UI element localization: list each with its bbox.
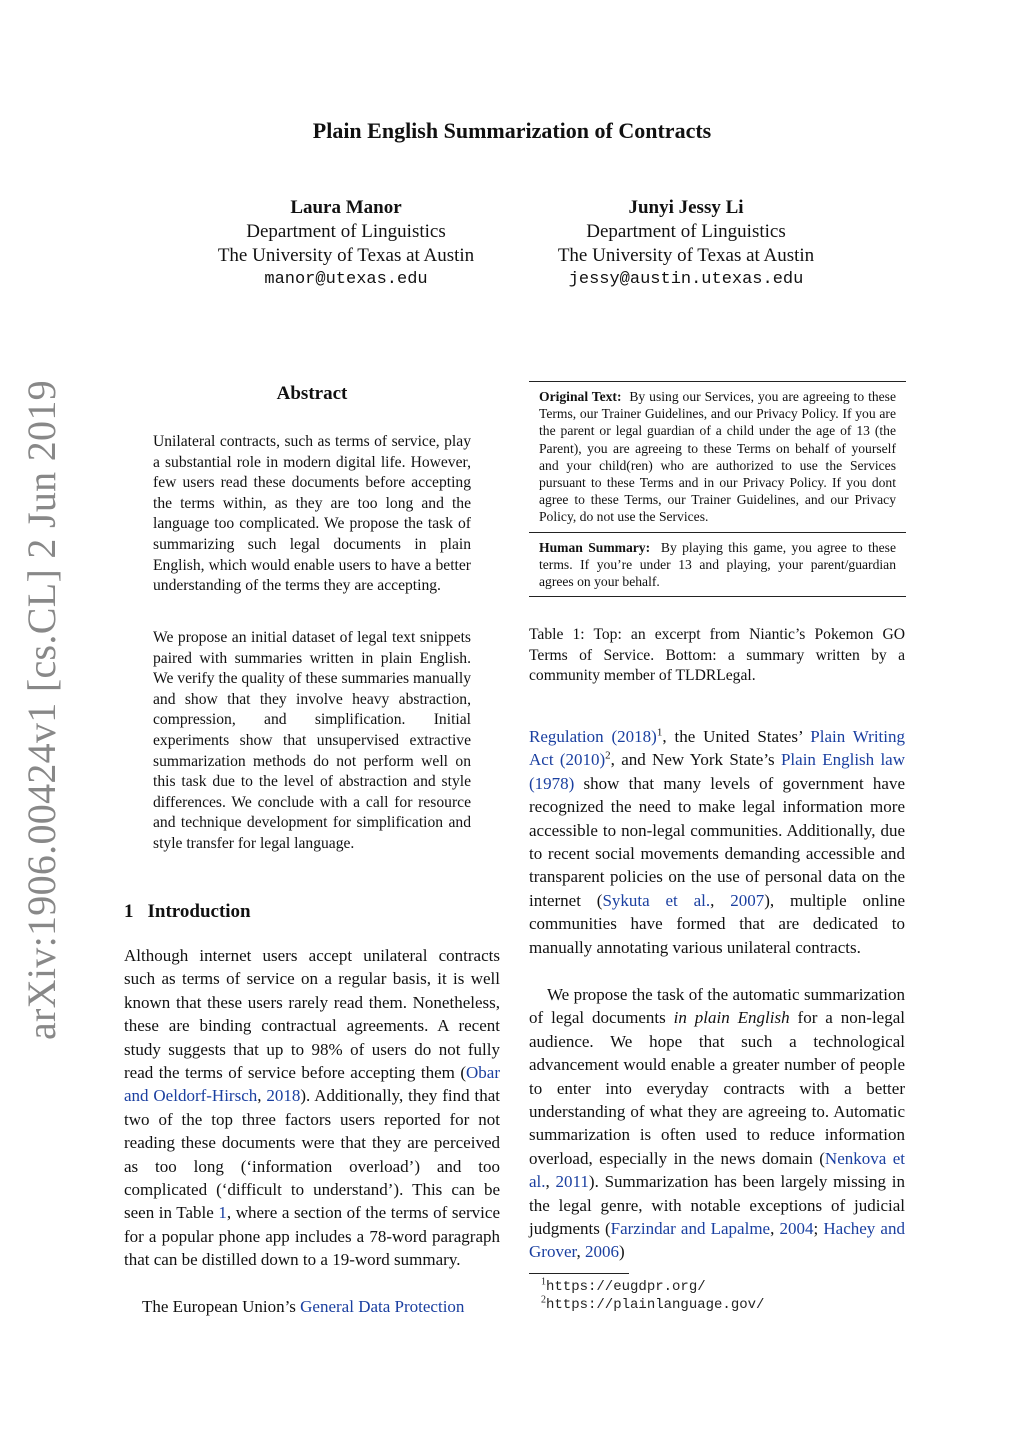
footnote-rule <box>529 1273 629 1274</box>
section-number: 1 <box>124 901 134 922</box>
footnote-url-link[interactable]: https://plainlanguage.gov/ <box>546 1297 765 1313</box>
table-human-summary-cell <box>529 533 906 597</box>
paper-title: Plain English Summarization of Contracts <box>312 118 712 143</box>
emphasis-text: in plain English <box>673 1008 790 1028</box>
author-univ: The University of Texas at Austin <box>557 245 815 266</box>
citation-link[interactable]: Obar and Oeldorf-Hirsch <box>124 1063 500 1106</box>
citation-year-link[interactable]: 2011 <box>555 1172 589 1192</box>
original-text-label: Original Text: <box>539 389 622 404</box>
table-bottom-rule <box>529 596 906 597</box>
author-email: jessy@austin.utexas.edu <box>568 270 804 289</box>
footnote-mark[interactable]: 1 <box>656 726 663 739</box>
citation-link[interactable]: Hachey and Grover <box>529 1219 905 1262</box>
citation-year-link[interactable]: (1978) <box>529 773 575 793</box>
citation-year-link[interactable]: (2018) <box>611 727 657 746</box>
table-original-text-cell <box>529 382 906 532</box>
abstract-heading: Abstract <box>276 383 348 404</box>
table-ref-link[interactable]: 1 <box>218 1203 227 1223</box>
citation-link[interactable]: Plain English law <box>780 750 905 770</box>
table-1-caption: Table 1: Top: an excerpt from Niantic’s Pokemon GO Terms of Service. Bottom: a summary written by a community member of TLDRLegal. <box>529 626 905 685</box>
author-dept: Department of Linguistics <box>586 221 786 242</box>
citation-year-link[interactable]: 2004 <box>779 1219 814 1239</box>
section-heading-introduction <box>124 901 251 923</box>
abstract-paragraph-1: Unilateral contracts, such as terms of service, play a substantial role in modern digital life. However, few users read these documents before accepting the terms within, as they are too long and the language too complicated. We propose the task of summarizing such legal documents in plain English, which would enable users to have a better understanding of the terms they are accepting. <box>153 433 471 595</box>
author-block-1 <box>186 196 506 292</box>
citation-link[interactable]: Sykuta et al. <box>602 890 711 910</box>
author-block-2 <box>526 196 846 292</box>
author-dept: Department of Linguistics <box>246 221 446 242</box>
intro-paragraph-1: Although internet users accept unilateral contracts such as terms of service on a regular basis, it is well known that these users rarely read them. Nonetheless, these are binding contractual agreements. A recent study suggests that up to 98% of users do not fully read the terms of service before accepting them (Obar and Oeldorf-Hirsch, 2018). Additionally, they find that two of the top three factors users reported for not reading these documents were that they are perceived as too long (‘information overload’) and too complicated (‘difficult to understand’). This can be seen in Table 1, where a section of the terms of service for a popular phone app includes a 78-word paragraph that can be distilled down to a 19-word summary. <box>124 946 501 1270</box>
citation-link[interactable]: Regulation <box>529 727 604 746</box>
footnote-2: $^2$https://plainlanguage.gov/ <box>541 1294 765 1313</box>
intro-paragraph-2-start: The European Union’s General Data Protection <box>142 1297 465 1316</box>
citation-year-link[interactable]: 2007 <box>730 890 765 910</box>
citation-link[interactable]: Nenkova et al. <box>529 1148 905 1192</box>
citation-year-link[interactable]: 2006 <box>584 1242 619 1262</box>
citation-link[interactable]: Farzindar and Lapalme <box>610 1219 771 1239</box>
footnote-1: $^1$https://eugdpr.org/ <box>541 1276 706 1295</box>
abstract-paragraph-2: We propose an initial dataset of legal text snippets paired with summaries written in plain English. We verify the quality of these summaries manually and show that they involve heavy abstraction, compression, and simplification. Initial experiments show that unsupervised extractive summarization methods do not perform well on this task due to the level of abstraction and style differences. We conclude with a call for resource and technique development for simplification and style transfer for legal language. <box>153 629 471 852</box>
citation-year-link[interactable]: (2010) <box>559 750 606 770</box>
author-email: manor@utexas.edu <box>264 270 428 289</box>
right-column-paragraph-1: Regulation $(2018)^1$, the United States’ Plain Writing Act $(2010)^2$, and New York State’s Plain English law (1978) show that many levels of government have recognized the need to make legal information more accessible to non-legal communities. Additionally, due to recent social movements demanding accessible and transparent policies on the use of personal data on the internet (Sykuta et al., 2007), multiple online communities have formed that are dedicated to manually annotating various unilateral contracts. <box>529 726 906 957</box>
footnote-mark[interactable]: 2 <box>605 749 611 762</box>
human-summary-label: Human Summary: <box>539 539 651 555</box>
arxiv-sidebar-id: arXiv:1906.00424v1 [cs.CL] 2 Jun 2019 <box>19 380 64 1040</box>
section-title: Introduction <box>147 901 251 922</box>
table-1 <box>529 381 906 597</box>
author-name: Laura Manor <box>290 197 402 218</box>
citation-year-link[interactable]: 2018 <box>266 1086 301 1106</box>
author-name: Junyi Jessy Li <box>628 197 744 218</box>
author-univ: The University of Texas at Austin <box>217 245 475 266</box>
citation-link[interactable]: Plain Writing Act <box>529 727 906 770</box>
original-text: By using our Services, you are agreeing to these Terms, our Trainer Guidelines, and our Privacy Policy. If you are the parent or legal guardian of a child under the age of 13 (the Parent), you are agreeing to these Terms on behalf of yourself and your child(ren) who are authorized to use the Services pursuant to these Terms and in our Privacy Policy. If you dont agree to these Terms, our Trainer Guidelines, and our Privacy Policy, do not use the Services. <box>539 389 896 525</box>
right-column-paragraph-2: We propose the task of the automatic summarization of legal documents in plain English for a non-legal audience. We hope that such a technological advancement would enable a greater number of people to enter into everyday contracts with a better understanding of what they are agreeing to. Automatic summarization is often used to reduce information overload, especially in the news domain (Nenkova et al., 2011). Summarization has been largely missing in the legal genre, with notable exceptions of judicial judgments (Farzindar and Lapalme, 2004; Hachey and Grover, 2006) <box>529 985 906 1262</box>
citation-link[interactable]: General Data Protection <box>300 1297 465 1316</box>
human-summary-text: By playing this game, you agree to these terms. If you’re under 13 and playing, your parent/guardian agrees on your behalf. <box>539 539 896 590</box>
footnote-url-link[interactable]: https://eugdpr.org/ <box>546 1279 706 1295</box>
